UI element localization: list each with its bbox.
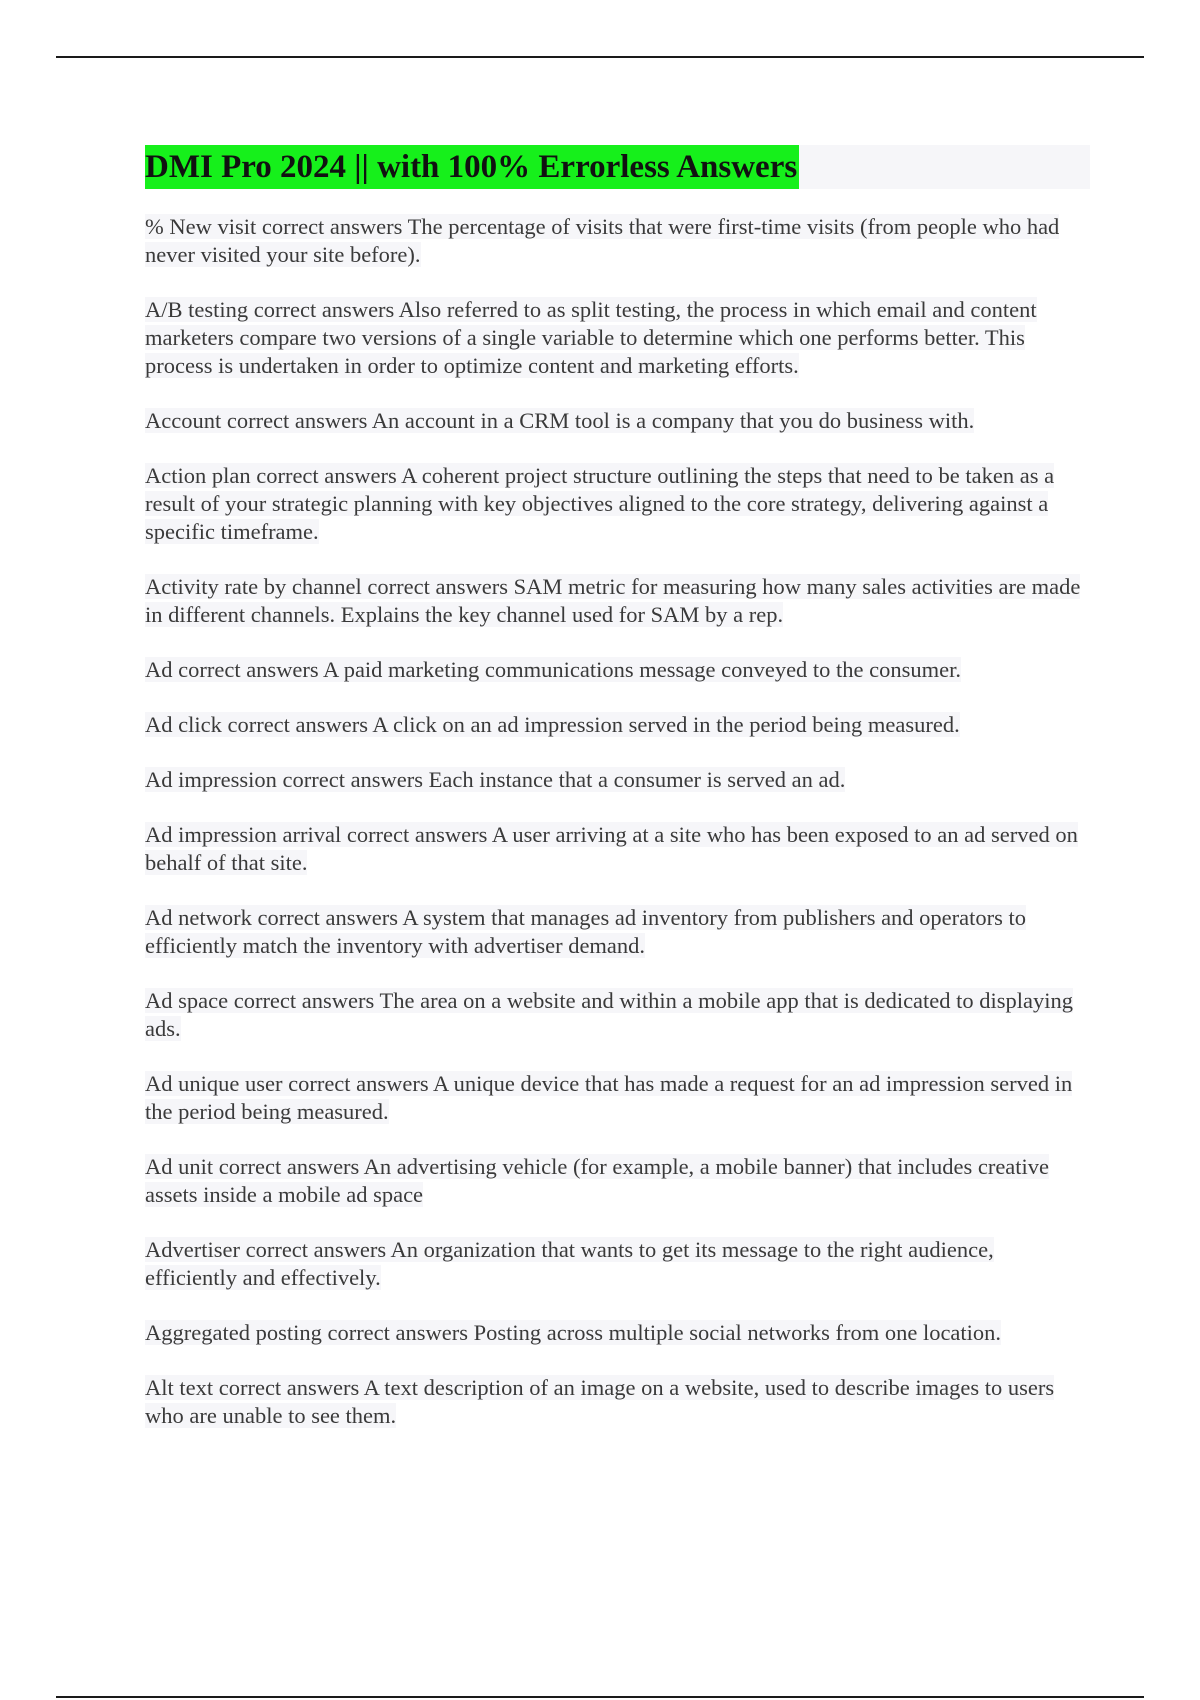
glossary-entry [145, 296, 1090, 380]
entry-text: Ad network correct answers A system that manages ad inventory from publishers and operators to efficiently match the inventory with advertiser demand. [145, 905, 1027, 958]
entry-text: Ad impression correct answers Each instance that a consumer is served an ad. [145, 767, 846, 792]
glossary-entry [145, 573, 1090, 629]
top-rule [56, 56, 1144, 58]
glossary-entry [145, 1374, 1090, 1430]
entry-text: Alt text correct answers A text description of an image on a website, used to describe images to users who are unable to see them. [145, 1375, 1055, 1428]
glossary-entry [145, 462, 1090, 546]
glossary-entry [145, 656, 1090, 684]
glossary-entry [145, 1153, 1090, 1209]
title-row [145, 145, 1090, 189]
entry-text: A/B testing correct answers Also referred to as split testing, the process in which email and content marketers compare two versions of a single variable to determine which one performs better. This process is undertaken in order to optimize content and marketing efforts. [145, 297, 1037, 378]
glossary-entry [145, 1236, 1090, 1292]
entry-text: Ad impression arrival correct answers A user arriving at a site who has been exposed to an ad served on behalf of that site. [145, 822, 1078, 875]
glossary-entry [145, 407, 1090, 435]
entry-text: Aggregated posting correct answers Posting across multiple social networks from one location. [145, 1320, 1002, 1345]
glossary-entry [145, 987, 1090, 1043]
entry-text: Activity rate by channel correct answers SAM metric for measuring how many sales activities are made in different channels. Explains the key channel used for SAM by a rep. [145, 574, 1081, 627]
glossary-entry [145, 766, 1090, 794]
glossary-entry [145, 904, 1090, 960]
entry-text: % New visit correct answers The percentage of visits that were first-time visits (from people who had never visited your site before). [145, 214, 1060, 267]
document-body [145, 145, 1090, 1457]
glossary-entry [145, 821, 1090, 877]
glossary-entry [145, 1070, 1090, 1126]
bottom-rule [56, 1696, 1144, 1698]
entry-text: Advertiser correct answers An organization that wants to get its message to the right audience, efficiently and effectively. [145, 1237, 994, 1290]
entry-text: Ad correct answers A paid marketing communications message conveyed to the consumer. [145, 657, 962, 682]
glossary-entry [145, 213, 1090, 269]
entry-text: Ad space correct answers The area on a website and within a mobile app that is dedicated to displaying ads. [145, 988, 1074, 1041]
document-title: DMI Pro 2024 || with 100% Errorless Answers [145, 145, 799, 189]
entry-text: Ad unique user correct answers A unique device that has made a request for an ad impression served in the period being measured. [145, 1071, 1073, 1124]
entry-text: Account correct answers An account in a CRM tool is a company that you do business with. [145, 408, 975, 433]
entry-text: Action plan correct answers A coherent project structure outlining the steps that need to be taken as a result of your strategic planning with key objectives aligned to the core strategy, delivering against a specific timeframe. [145, 463, 1055, 544]
glossary-entry [145, 711, 1090, 739]
entry-text: Ad click correct answers A click on an ad impression served in the period being measured. [145, 712, 960, 737]
entry-text: Ad unit correct answers An advertising vehicle (for example, a mobile banner) that includes creative assets inside a mobile ad space [145, 1154, 1050, 1207]
glossary-entry [145, 1319, 1090, 1347]
